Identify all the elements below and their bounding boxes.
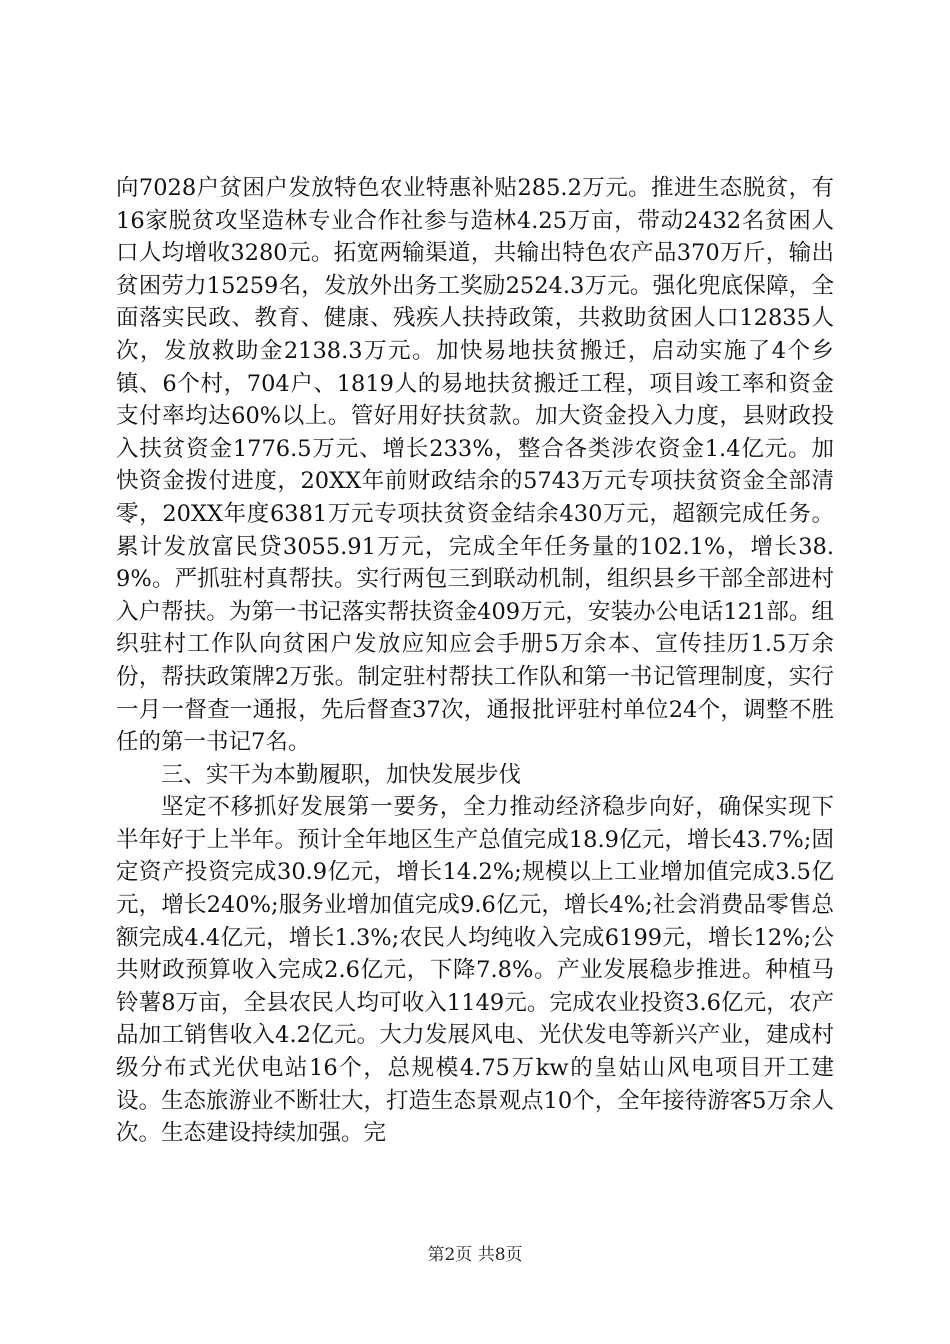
- document-body: [116, 172, 834, 1150]
- paragraph-development: 坚定不移抓好发展第一要务，全力推动经济稳步向好，确保实现下半年好于上半年。预计全年地区生产总值完成18.9亿元，增长43.7%;固定资产投资完成30.9亿元，增长14.2%;规模以上工业增加值完成3.5亿元，增长240%;服务业增加值完成9.6亿元，增长4%;社会消费品零售总额完成4.4亿元，增长1.3%;农民人均纯收入完成6199元，增长12%;公共财政预算收入完成2.6亿元，下降7.8%。产业发展稳步推进。种植马铃薯8万亩，全县农民人均可收入1149元。完成农业投资3.6亿元，农产品加工销售收入4.2亿元。大力发展风电、光伏发电等新兴产业，建成村级分布式光伏电站16个，总规模4.75万kw的皇姑山风电项目开工建设。生态旅游业不断壮大，打造生态景观点10个，全年接待游客5万余人次。生态建设持续加强。完: [116, 794, 834, 1147]
- page-footer: [0, 1243, 950, 1267]
- page-number-label: 第2页 共8页: [427, 1245, 523, 1265]
- paragraph-poverty-alleviation: 向7028户贫困户发放特色农业特惠补贴285.2万元。推进生态脱贫，有16家脱贫攻坚造林专业合作社参与造林4.25万亩，带动2432名贫困人口人均增收3280元。拓宽两输渠道，共输出特色农产品370万斤，输出贫困劳力15259名，发放外出务工奖励2524.3万元。强化兜底保障，全面落实民政、教育、健康、残疾人扶持政策，共救助贫困人口12835人次，发放救助金2138.3万元。加快易地扶贫搬迁，启动实施了4个乡镇、6个村，704户、1819人的易地扶贫搬迁工程，项目竣工率和资金支付率均达60%以上。管好用好扶贫款。加大资金投入力度，县财政投入扶贫资金1776.5万元、增长233%，整合各类涉农资金1.4亿元。加快资金拨付进度，20XX年前财政结余的5743万元专项扶贫资金全部清零，20XX年度6381万元专项扶贫资金结余430万元，超额完成任务。累计发放富民贷3055.91万元，完成全年任务量的102.1%，增长38.9%。严抓驻村真帮扶。实行两包三到联动机制，组织县乡干部全部进村入户帮扶。为第一书记落实帮扶资金409万元，安装办公电话121部。组织驻村工作队向贫困户发放应知应会手册5万余本、宣传挂历1.5万余份，帮扶政策牌2万张。制定驻村帮扶工作队和第一书记管理制度，实行一月一督查一通报，先后督查37次，通报批评驻村单位24个，调整不胜任的第一书记7名。: [116, 175, 834, 756]
- section-heading: 三、实干为本勤履职，加快发展步伐: [161, 761, 522, 788]
